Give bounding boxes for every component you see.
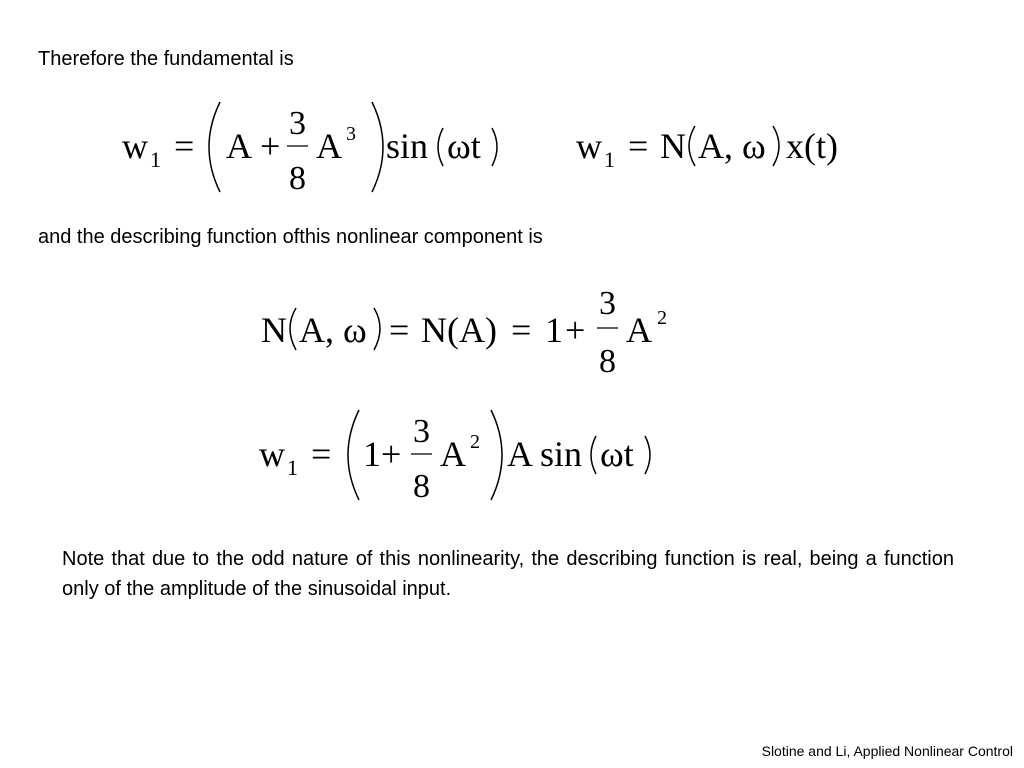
amplitude-a-cubed: A bbox=[316, 126, 342, 166]
describing-relation-equation bbox=[570, 120, 860, 180]
fraction-numerator: 3 bbox=[289, 105, 306, 142]
subscript-1: 1 bbox=[287, 455, 298, 480]
one: 1 bbox=[545, 310, 563, 350]
right-paren bbox=[773, 126, 779, 166]
omega-t: ωt bbox=[600, 434, 634, 474]
intro-text: Therefore the fundamental is bbox=[38, 48, 294, 70]
w-symbol: w bbox=[259, 434, 285, 474]
arg-right-paren bbox=[492, 128, 497, 166]
amplitude-a-squared: A bbox=[440, 434, 466, 474]
sine-function: sin bbox=[386, 126, 429, 166]
w-symbol: w bbox=[576, 126, 602, 166]
x-of-t: x(t) bbox=[786, 126, 838, 166]
arg-right-paren bbox=[645, 436, 650, 474]
w-symbol: w bbox=[122, 126, 148, 166]
equals-sign: = bbox=[628, 126, 649, 166]
exponent-2: 2 bbox=[657, 307, 667, 329]
exponent-3: 3 bbox=[346, 123, 356, 145]
right-paren bbox=[374, 308, 380, 350]
subscript-1: 1 bbox=[150, 147, 161, 172]
fundamental-equation bbox=[110, 96, 520, 198]
equals-sign-2: = bbox=[511, 310, 532, 350]
fraction-numerator: 3 bbox=[413, 413, 430, 450]
plus-sign: + bbox=[565, 310, 586, 350]
fundamental-output-equation bbox=[255, 404, 675, 506]
amplitude-a: A bbox=[626, 310, 652, 350]
exponent-2: 2 bbox=[470, 431, 480, 453]
subscript-1: 1 bbox=[604, 147, 615, 172]
arg-left-paren bbox=[438, 128, 443, 166]
fraction-denominator: 8 bbox=[413, 468, 430, 505]
plus-sign: + bbox=[381, 434, 402, 474]
left-paren bbox=[348, 410, 359, 500]
amplitude-a: A bbox=[226, 126, 252, 166]
n-function: N bbox=[660, 126, 686, 166]
equals-sign: = bbox=[389, 310, 410, 350]
left-paren bbox=[290, 308, 296, 350]
n-of-a: N(A) bbox=[421, 310, 497, 350]
equals-sign: = bbox=[311, 434, 332, 474]
fraction-denominator: 8 bbox=[289, 160, 306, 197]
arguments: A, ω bbox=[299, 310, 367, 350]
right-paren bbox=[372, 102, 383, 192]
arguments: A, ω bbox=[698, 126, 766, 166]
note-paragraph: Note that due to the odd nature of this nonlinearity, the describing function is real, being a function only of the amplitude of the sinusoidal input. bbox=[62, 548, 954, 600]
plus-sign: + bbox=[260, 126, 281, 166]
n-function: N bbox=[261, 310, 287, 350]
left-paren bbox=[689, 126, 695, 166]
describing-function-equation bbox=[255, 280, 685, 380]
one: 1 bbox=[363, 434, 381, 474]
arg-left-paren bbox=[591, 436, 596, 474]
omega-t: ωt bbox=[447, 126, 481, 166]
equals-sign: = bbox=[174, 126, 195, 166]
fraction-denominator: 8 bbox=[599, 343, 616, 380]
right-paren bbox=[491, 410, 502, 500]
source-credit: Slotine and Li, Applied Nonlinear Control bbox=[761, 743, 1013, 759]
mid-text: and the describing function ofthis nonlinear component is bbox=[38, 226, 543, 248]
fraction-numerator: 3 bbox=[599, 285, 616, 322]
amplitude-sine: A sin bbox=[507, 434, 583, 474]
left-paren bbox=[209, 102, 220, 192]
